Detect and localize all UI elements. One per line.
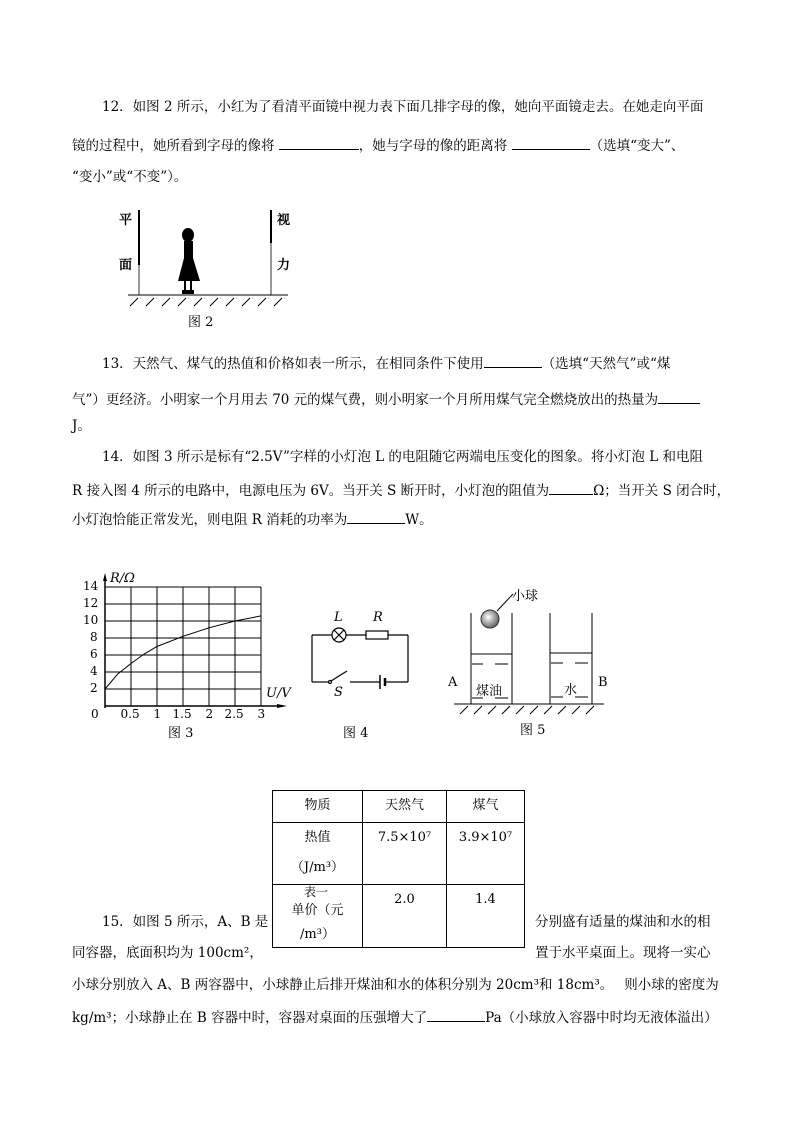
lamp-label: L [334, 610, 343, 625]
table-header: 物质 [273, 791, 363, 823]
q14-text: W。 [405, 512, 433, 528]
q15-line3: 小球分别放入 A、B 两容器中，小球静止后排开煤油和水的体积分别为 20cm³和 18cm³。 则小球的密度为 [72, 977, 719, 993]
table-header: 煤气 [447, 791, 525, 823]
q15-line2a: 同容器，底面积均为 100cm²， [72, 945, 263, 961]
table-cell: 2.0 [394, 892, 415, 907]
ball-icon [481, 610, 499, 628]
q12-text: （选填“变大”、 [589, 138, 685, 154]
mirror-label-2: 面 [119, 258, 133, 273]
table-caption: 表一 [304, 885, 329, 899]
x-tick-label: 3 [257, 707, 266, 721]
q14-text: Ω；当开关 S 闭合时， [593, 483, 731, 499]
y-tick-label: 8 [90, 630, 98, 644]
kerosene-label: 煤油 [476, 684, 503, 699]
q13-text: （选填“天然气”或“煤 [541, 356, 671, 372]
table-row [273, 823, 525, 885]
resistor-label: R [373, 610, 383, 625]
switch-label: S [334, 685, 343, 700]
table-cell: 热值 [304, 830, 331, 845]
q15-text: Pa（小球放入容器中时均无液体溢出） [485, 1010, 718, 1026]
q14-text: 小灯泡恰能正常发光，则电阻 R 消耗的功率为 [72, 512, 348, 528]
q13-line3: J。 [72, 418, 91, 434]
figure-2-caption: 图 2 [188, 315, 214, 330]
table-cell: 7.5×10⁷ [377, 830, 432, 845]
table-1 [272, 790, 525, 948]
x-tick-label: 0.5 [120, 707, 140, 721]
q13-text: 13．天然气、煤气的热值和价格如表一所示，在相同条件下使用 [102, 356, 484, 372]
x-tick-label: 2 [205, 707, 214, 721]
q15-line2b: 置于水平桌面上。现将一实心 [535, 945, 711, 961]
eye-chart-label-1: 视 [277, 213, 291, 228]
figure-5-caption: 图 5 [520, 723, 546, 738]
x-tick-label: 1 [153, 707, 162, 721]
q14-line1: 14．如图 3 所示是标有“2.5V”字样的小灯泡 L 的电阻随它两端电压变化的图象。将小灯泡 L 和电阻 [102, 449, 703, 465]
q15-line1a: 15．如图 5 所示，A、B 是 [102, 914, 269, 930]
figure-3-caption: 图 3 [168, 726, 194, 741]
q12-line1: 12．如图 2 所示，小红为了看清平面镜中视力表下面几排字母的像，她向平面镜走去。在她走向平面 [102, 99, 704, 115]
q13-text: 气”）更经济。小明家一个月用去 70 元的煤气费，则小明家一个月所用煤气完全燃烧放出的热量为 [72, 392, 659, 408]
q12-text: ，她与字母的像的距离将 [358, 138, 508, 154]
y-tick-label: 10 [83, 613, 99, 627]
table-cell: 3.9×10⁷ [458, 830, 513, 845]
ball-label: 小球 [512, 589, 539, 604]
y-tick-label: 14 [83, 579, 99, 593]
eye-chart-label-2: 力 [277, 258, 291, 273]
water-label: 水 [564, 683, 578, 698]
q12-text: 镜的过程中，她所看到字母的像将 [72, 138, 275, 154]
q15-answer-blank[interactable] [427, 1007, 485, 1022]
mirror-label-1: 平 [119, 213, 133, 228]
container-b-label: B [598, 675, 608, 690]
container-a-label: A [448, 675, 458, 690]
x-tick-label: 2.5 [224, 707, 244, 721]
q15-text: kg/m³；小球静止在 B 容器中时，容器对桌面的压强增大了 [72, 1010, 428, 1026]
table-cell: /m³） [300, 927, 335, 942]
y-tick-label: 6 [90, 647, 98, 661]
chart-y-axis-label: R/Ω [110, 571, 135, 586]
q15-line4 [72, 1007, 718, 1027]
y-tick-label: 4 [90, 664, 98, 678]
q15-line1b: 分别盛有适量的煤油和水的相 [535, 914, 711, 930]
figure-4-caption: 图 4 [343, 726, 369, 741]
table-cell: 单价（元 [291, 903, 344, 918]
q12-line3: “变小”或“不变”）。 [72, 169, 188, 185]
y-tick-label: 2 [90, 681, 98, 695]
q14-text: R 接入图 4 所示的电路中，电源电压为 6V。当开关 S 断开时，小灯泡的阻值为 [72, 483, 550, 499]
table-cell: 1.4 [475, 892, 496, 907]
chart-x-axis-label: U/V [266, 686, 291, 701]
table-cell: （J/m³） [290, 860, 345, 875]
x-tick-label: 0 [91, 707, 99, 721]
table-header: 天然气 [363, 791, 447, 823]
x-tick-label: 1.5 [172, 707, 192, 721]
y-tick-label: 12 [83, 596, 99, 610]
